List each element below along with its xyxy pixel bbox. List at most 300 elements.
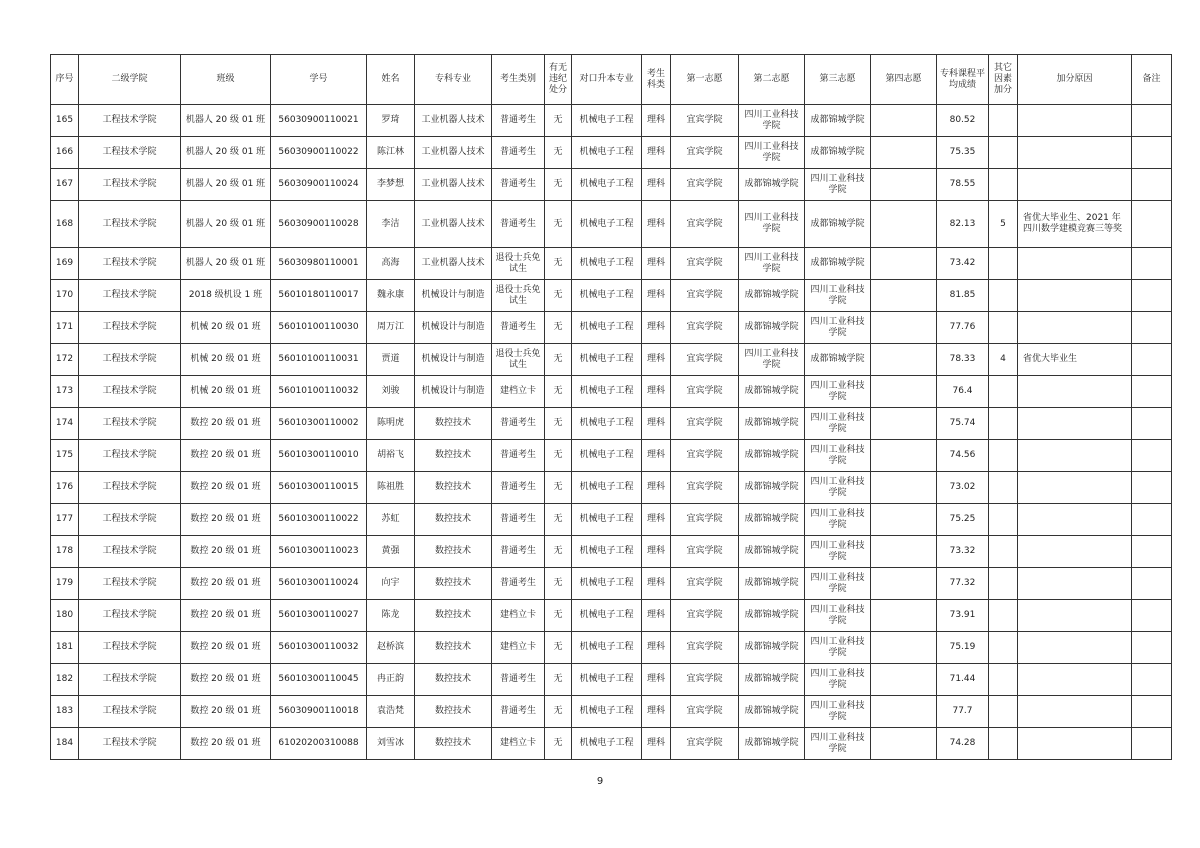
table-cell: 四川工业科技学院 xyxy=(805,664,871,696)
table-cell: 77.7 xyxy=(937,696,989,728)
table-cell: 机械电子工程 xyxy=(572,536,642,568)
table-cell: 四川工业科技学院 xyxy=(739,105,805,137)
table-cell: 无 xyxy=(545,696,572,728)
table-cell xyxy=(1132,280,1172,312)
table-row xyxy=(51,696,1172,728)
table-cell: 机器人 20 级 01 班 xyxy=(181,201,271,248)
table-cell: 无 xyxy=(545,169,572,201)
table-cell: 56030900110024 xyxy=(271,169,367,201)
column-header: 姓名 xyxy=(367,55,415,105)
table-cell xyxy=(1018,376,1132,408)
table-cell: 成都锦城学院 xyxy=(805,105,871,137)
table-cell: 成都锦城学院 xyxy=(739,504,805,536)
table-cell: 理科 xyxy=(642,137,671,169)
table-cell: 56010300110023 xyxy=(271,536,367,568)
table-cell: 工程技术学院 xyxy=(79,632,181,664)
table-cell: 工程技术学院 xyxy=(79,536,181,568)
table-cell: 56030900110018 xyxy=(271,696,367,728)
table-cell: 工程技术学院 xyxy=(79,696,181,728)
table-cell: 无 xyxy=(545,472,572,504)
table-cell: 167 xyxy=(51,169,79,201)
table-cell: 机械电子工程 xyxy=(572,105,642,137)
table-cell: 机器人 20 级 01 班 xyxy=(181,105,271,137)
column-header: 序号 xyxy=(51,55,79,105)
table-cell: 成都锦城学院 xyxy=(805,248,871,280)
table-cell: 理科 xyxy=(642,696,671,728)
table-cell: 56010180110017 xyxy=(271,280,367,312)
table-cell: 无 xyxy=(545,632,572,664)
table-cell: 成都锦城学院 xyxy=(805,344,871,376)
table-cell: 四川工业科技学院 xyxy=(805,728,871,760)
table-cell: 工业机器人技术 xyxy=(415,248,492,280)
table-cell: 机械 20 级 01 班 xyxy=(181,344,271,376)
table-cell: 77.32 xyxy=(937,568,989,600)
table-cell: 56010300110015 xyxy=(271,472,367,504)
table-row xyxy=(51,632,1172,664)
table-cell: 数控 20 级 01 班 xyxy=(181,504,271,536)
table-cell xyxy=(989,696,1018,728)
table-cell xyxy=(1018,568,1132,600)
table-cell: 56010300110032 xyxy=(271,632,367,664)
table-cell: 宜宾学院 xyxy=(671,312,739,344)
table-cell: 理科 xyxy=(642,632,671,664)
table-cell: 普通考生 xyxy=(492,504,545,536)
table-cell: 成都锦城学院 xyxy=(739,600,805,632)
table-cell: 183 xyxy=(51,696,79,728)
table-cell: 宜宾学院 xyxy=(671,169,739,201)
table-cell: 无 xyxy=(545,376,572,408)
table-row xyxy=(51,280,1172,312)
table-cell: 数控 20 级 01 班 xyxy=(181,440,271,472)
table-cell: 成都锦城学院 xyxy=(739,440,805,472)
table-cell xyxy=(1132,440,1172,472)
table-cell: 理科 xyxy=(642,728,671,760)
table-cell: 机械电子工程 xyxy=(572,344,642,376)
table-cell: 56010300110024 xyxy=(271,568,367,600)
table-cell xyxy=(1018,472,1132,504)
table-cell: 无 xyxy=(545,280,572,312)
column-header: 考生科类 xyxy=(642,55,671,105)
table-cell: 四川工业科技学院 xyxy=(805,696,871,728)
table-cell: 2018 级机设 1 班 xyxy=(181,280,271,312)
table-cell: 陈江林 xyxy=(367,137,415,169)
table-cell: 胡裕飞 xyxy=(367,440,415,472)
table-cell: 56030900110022 xyxy=(271,137,367,169)
table-cell: 数控 20 级 01 班 xyxy=(181,408,271,440)
table-header-row xyxy=(51,55,1172,105)
table-cell: 数控技术 xyxy=(415,408,492,440)
table-cell xyxy=(871,376,937,408)
table-cell xyxy=(989,472,1018,504)
table-cell: 贾道 xyxy=(367,344,415,376)
table-cell: 宜宾学院 xyxy=(671,632,739,664)
table-cell: 71.44 xyxy=(937,664,989,696)
table-cell xyxy=(1018,280,1132,312)
table-cell: 四川工业科技学院 xyxy=(805,169,871,201)
table-cell: 数控 20 级 01 班 xyxy=(181,536,271,568)
table-cell xyxy=(1132,664,1172,696)
column-header: 其它因素加分 xyxy=(989,55,1018,105)
table-cell: 无 xyxy=(545,344,572,376)
table-row xyxy=(51,201,1172,248)
table-cell: 退役士兵免试生 xyxy=(492,248,545,280)
column-header: 第一志愿 xyxy=(671,55,739,105)
table-cell: 166 xyxy=(51,137,79,169)
column-header: 学号 xyxy=(271,55,367,105)
table-cell: 180 xyxy=(51,600,79,632)
table-cell: 81.85 xyxy=(937,280,989,312)
table-cell xyxy=(871,472,937,504)
table-cell: 省优大毕业生 xyxy=(1018,344,1132,376)
table-cell xyxy=(989,664,1018,696)
table-cell: 数控技术 xyxy=(415,696,492,728)
table-cell xyxy=(1018,408,1132,440)
table-cell: 苏虹 xyxy=(367,504,415,536)
table-cell: 工程技术学院 xyxy=(79,568,181,600)
table-cell: 工程技术学院 xyxy=(79,504,181,536)
table-cell: 61020200310088 xyxy=(271,728,367,760)
table-cell: 理科 xyxy=(642,280,671,312)
table-cell: 176 xyxy=(51,472,79,504)
table-row xyxy=(51,664,1172,696)
table-cell xyxy=(871,440,937,472)
table-cell: 工程技术学院 xyxy=(79,440,181,472)
table-cell: 建档立卡 xyxy=(492,728,545,760)
table-cell: 四川工业科技学院 xyxy=(739,344,805,376)
table-cell: 数控 20 级 01 班 xyxy=(181,696,271,728)
table-cell: 73.42 xyxy=(937,248,989,280)
table-cell: 56030900110028 xyxy=(271,201,367,248)
table-cell: 无 xyxy=(545,440,572,472)
table-cell: 成都锦城学院 xyxy=(739,632,805,664)
table-cell: 理科 xyxy=(642,201,671,248)
table-cell: 四川工业科技学院 xyxy=(805,376,871,408)
table-cell xyxy=(989,536,1018,568)
table-cell: 成都锦城学院 xyxy=(739,472,805,504)
table-cell: 四川工业科技学院 xyxy=(805,504,871,536)
table-cell xyxy=(1132,169,1172,201)
table-cell: 机器人 20 级 01 班 xyxy=(181,137,271,169)
table-cell: 80.52 xyxy=(937,105,989,137)
table-cell: 177 xyxy=(51,504,79,536)
table-cell: 理科 xyxy=(642,600,671,632)
table-cell xyxy=(1132,568,1172,600)
table-cell: 无 xyxy=(545,248,572,280)
column-header: 专科专业 xyxy=(415,55,492,105)
table-cell: 数控 20 级 01 班 xyxy=(181,472,271,504)
table-cell: 退役士兵免试生 xyxy=(492,344,545,376)
column-header: 考生类别 xyxy=(492,55,545,105)
table-cell: 宜宾学院 xyxy=(671,568,739,600)
table-cell: 理科 xyxy=(642,568,671,600)
table-cell: 理科 xyxy=(642,344,671,376)
column-header: 备注 xyxy=(1132,55,1172,105)
table-cell: 机械设计与制造 xyxy=(415,280,492,312)
table-cell: 170 xyxy=(51,280,79,312)
table-cell: 175 xyxy=(51,440,79,472)
table-cell: 普通考生 xyxy=(492,536,545,568)
table-cell: 向宇 xyxy=(367,568,415,600)
table-cell: 刘骏 xyxy=(367,376,415,408)
table-cell: 机械设计与制造 xyxy=(415,376,492,408)
table-cell: 机械电子工程 xyxy=(572,440,642,472)
table-cell: 74.56 xyxy=(937,440,989,472)
table-cell: 机械设计与制造 xyxy=(415,344,492,376)
table-cell: 数控技术 xyxy=(415,440,492,472)
table-cell: 工程技术学院 xyxy=(79,169,181,201)
table-cell: 宜宾学院 xyxy=(671,105,739,137)
table-cell: 机械电子工程 xyxy=(572,408,642,440)
table-cell: 魏永康 xyxy=(367,280,415,312)
table-cell: 169 xyxy=(51,248,79,280)
table-row xyxy=(51,504,1172,536)
table-cell: 无 xyxy=(545,408,572,440)
table-cell xyxy=(871,664,937,696)
table-row xyxy=(51,536,1172,568)
table-cell: 工业机器人技术 xyxy=(415,201,492,248)
table-cell: 173 xyxy=(51,376,79,408)
table-cell: 理科 xyxy=(642,248,671,280)
table-cell xyxy=(871,600,937,632)
table-cell: 56010300110022 xyxy=(271,504,367,536)
table-cell: 工程技术学院 xyxy=(79,344,181,376)
table-cell xyxy=(871,504,937,536)
table-cell: 56030980110001 xyxy=(271,248,367,280)
table-cell: 理科 xyxy=(642,504,671,536)
table-cell: 无 xyxy=(545,137,572,169)
column-header: 专科课程平均成绩 xyxy=(937,55,989,105)
table-cell xyxy=(989,504,1018,536)
table-cell: 普通考生 xyxy=(492,568,545,600)
table-cell: 成都锦城学院 xyxy=(739,568,805,600)
table-cell: 宜宾学院 xyxy=(671,504,739,536)
table-cell: 无 xyxy=(545,728,572,760)
table-cell xyxy=(1132,696,1172,728)
table-cell xyxy=(1018,137,1132,169)
table-cell: 无 xyxy=(545,312,572,344)
table-row xyxy=(51,137,1172,169)
table-cell: 机械设计与制造 xyxy=(415,312,492,344)
table-cell: 74.28 xyxy=(937,728,989,760)
table-cell xyxy=(989,280,1018,312)
table-cell: 56010300110010 xyxy=(271,440,367,472)
table-cell xyxy=(1132,600,1172,632)
table-cell: 无 xyxy=(545,568,572,600)
table-row xyxy=(51,728,1172,760)
column-header: 对口升本专业 xyxy=(572,55,642,105)
table-cell: 机械电子工程 xyxy=(572,376,642,408)
table-cell: 宜宾学院 xyxy=(671,201,739,248)
page-number: 9 xyxy=(596,776,604,787)
table-row xyxy=(51,344,1172,376)
table-cell: 174 xyxy=(51,408,79,440)
table-cell: 78.55 xyxy=(937,169,989,201)
table-cell: 周万江 xyxy=(367,312,415,344)
table-cell: 四川工业科技学院 xyxy=(805,472,871,504)
table-cell: 182 xyxy=(51,664,79,696)
table-cell: 165 xyxy=(51,105,79,137)
table-cell: 机械电子工程 xyxy=(572,632,642,664)
table-cell: 工程技术学院 xyxy=(79,201,181,248)
table-row xyxy=(51,312,1172,344)
table-cell xyxy=(1132,504,1172,536)
table-cell: 普通考生 xyxy=(492,696,545,728)
table-cell xyxy=(989,376,1018,408)
table-cell: 数控技术 xyxy=(415,472,492,504)
table-cell xyxy=(1132,344,1172,376)
table-cell: 四川工业科技学院 xyxy=(805,312,871,344)
table-cell xyxy=(1018,169,1132,201)
table-cell xyxy=(1018,664,1132,696)
table-cell: 工程技术学院 xyxy=(79,728,181,760)
table-cell: 工业机器人技术 xyxy=(415,137,492,169)
table-cell: 75.25 xyxy=(937,504,989,536)
table-cell: 成都锦城学院 xyxy=(805,201,871,248)
table-cell xyxy=(1132,632,1172,664)
table-cell: 成都锦城学院 xyxy=(739,664,805,696)
table-cell: 陈明虎 xyxy=(367,408,415,440)
table-cell: 刘雪冰 xyxy=(367,728,415,760)
table-cell xyxy=(871,280,937,312)
table-cell: 无 xyxy=(545,600,572,632)
table-cell: 无 xyxy=(545,536,572,568)
table-cell: 宜宾学院 xyxy=(671,536,739,568)
table-cell: 工程技术学院 xyxy=(79,312,181,344)
table-cell: 赵桥滨 xyxy=(367,632,415,664)
table-cell xyxy=(1018,536,1132,568)
table-cell: 宜宾学院 xyxy=(671,600,739,632)
table-cell: 宜宾学院 xyxy=(671,137,739,169)
table-cell xyxy=(871,105,937,137)
table-cell: 机械电子工程 xyxy=(572,280,642,312)
table-cell xyxy=(1018,312,1132,344)
table-cell xyxy=(1018,696,1132,728)
table-cell xyxy=(871,632,937,664)
table-cell: 178 xyxy=(51,536,79,568)
table-cell: 数控技术 xyxy=(415,632,492,664)
table-cell: 普通考生 xyxy=(492,440,545,472)
table-cell: 宜宾学院 xyxy=(671,408,739,440)
table-cell: 73.02 xyxy=(937,472,989,504)
table-cell: 宜宾学院 xyxy=(671,728,739,760)
table-cell: 宜宾学院 xyxy=(671,472,739,504)
column-header: 第二志愿 xyxy=(739,55,805,105)
table-cell: 数控技术 xyxy=(415,568,492,600)
table-row xyxy=(51,105,1172,137)
table-cell xyxy=(1018,632,1132,664)
table-cell: 73.91 xyxy=(937,600,989,632)
table-cell xyxy=(1018,728,1132,760)
table-cell: 袁浩梵 xyxy=(367,696,415,728)
table-cell: 机械电子工程 xyxy=(572,664,642,696)
table-cell: 四川工业科技学院 xyxy=(805,632,871,664)
table-cell: 工业机器人技术 xyxy=(415,105,492,137)
table-cell xyxy=(989,408,1018,440)
table-cell: 宜宾学院 xyxy=(671,344,739,376)
table-cell: 李梦想 xyxy=(367,169,415,201)
table-cell: 宜宾学院 xyxy=(671,664,739,696)
table-cell: 四川工业科技学院 xyxy=(805,280,871,312)
table-cell: 56010100110031 xyxy=(271,344,367,376)
column-header: 二级学院 xyxy=(79,55,181,105)
column-header: 第三志愿 xyxy=(805,55,871,105)
table-cell: 无 xyxy=(545,105,572,137)
table-cell xyxy=(1132,408,1172,440)
table-cell: 数控 20 级 01 班 xyxy=(181,600,271,632)
table-cell: 4 xyxy=(989,344,1018,376)
table-cell xyxy=(1132,536,1172,568)
table-cell: 理科 xyxy=(642,536,671,568)
table-cell xyxy=(1132,105,1172,137)
table-cell: 机械电子工程 xyxy=(572,137,642,169)
table-cell xyxy=(1018,248,1132,280)
table-cell: 56010100110030 xyxy=(271,312,367,344)
table-cell: 171 xyxy=(51,312,79,344)
table-cell xyxy=(871,696,937,728)
table-cell: 机械电子工程 xyxy=(572,472,642,504)
table-cell: 成都锦城学院 xyxy=(739,408,805,440)
table-cell: 普通考生 xyxy=(492,201,545,248)
table-cell: 工程技术学院 xyxy=(79,664,181,696)
table-row xyxy=(51,472,1172,504)
table-cell: 机械电子工程 xyxy=(572,696,642,728)
table-cell: 机械电子工程 xyxy=(572,728,642,760)
table-cell xyxy=(989,105,1018,137)
table-cell xyxy=(1132,137,1172,169)
table-cell: 75.19 xyxy=(937,632,989,664)
table-row xyxy=(51,408,1172,440)
table-cell xyxy=(989,600,1018,632)
table-cell: 普通考生 xyxy=(492,137,545,169)
table-cell: 75.74 xyxy=(937,408,989,440)
column-header: 有无违纪处分 xyxy=(545,55,572,105)
table-cell: 机械电子工程 xyxy=(572,201,642,248)
table-cell: 机械电子工程 xyxy=(572,504,642,536)
table-cell xyxy=(1132,248,1172,280)
table-cell xyxy=(989,312,1018,344)
table-cell: 成都锦城学院 xyxy=(739,312,805,344)
table-cell: 机械电子工程 xyxy=(572,600,642,632)
table-cell: 数控技术 xyxy=(415,600,492,632)
table-cell xyxy=(871,248,937,280)
table-body xyxy=(51,105,1172,760)
table-cell: 75.35 xyxy=(937,137,989,169)
table-cell: 181 xyxy=(51,632,79,664)
table-cell: 四川工业科技学院 xyxy=(739,137,805,169)
table-row xyxy=(51,169,1172,201)
table-cell: 56010100110032 xyxy=(271,376,367,408)
table-cell xyxy=(1018,440,1132,472)
table-cell: 179 xyxy=(51,568,79,600)
table-cell xyxy=(871,312,937,344)
table-cell: 机器人 20 级 01 班 xyxy=(181,248,271,280)
table-cell xyxy=(1132,201,1172,248)
table-cell: 机械 20 级 01 班 xyxy=(181,312,271,344)
table-cell: 工程技术学院 xyxy=(79,248,181,280)
table-cell: 工程技术学院 xyxy=(79,600,181,632)
table-cell: 56010300110045 xyxy=(271,664,367,696)
table-cell xyxy=(871,344,937,376)
table-cell: 理科 xyxy=(642,472,671,504)
table-cell xyxy=(1132,312,1172,344)
table-cell: 宜宾学院 xyxy=(671,248,739,280)
table-cell: 无 xyxy=(545,504,572,536)
table-cell: 四川工业科技学院 xyxy=(805,568,871,600)
student-table xyxy=(50,54,1172,760)
table-cell: 四川工业科技学院 xyxy=(805,440,871,472)
table-cell: 168 xyxy=(51,201,79,248)
table-cell: 5 xyxy=(989,201,1018,248)
